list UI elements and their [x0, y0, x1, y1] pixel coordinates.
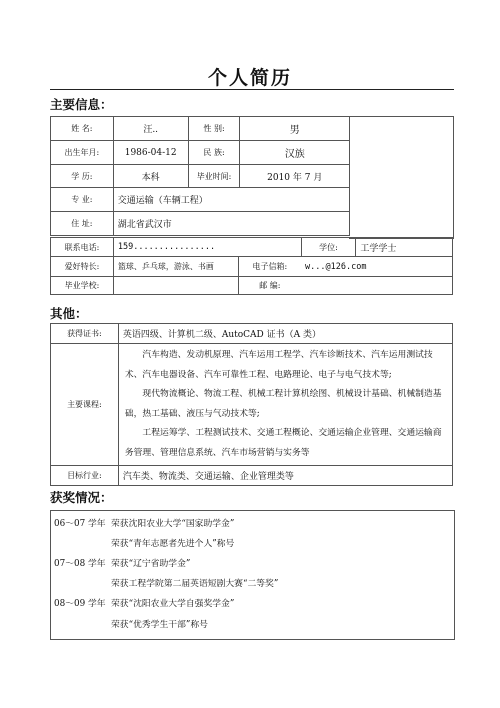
degree-label: 学位: — [301, 238, 356, 257]
award-text: 荣获“优秀学生干部”称号 — [111, 620, 208, 630]
ethnic-label: 民 族: — [188, 141, 240, 165]
certificates-label: 获得证书: — [51, 324, 119, 344]
target-industry-value: 汽车类、物流类、交通运输、企业管理类等 — [118, 466, 452, 486]
major-label: 专 业: — [51, 188, 114, 212]
title-underline — [50, 89, 454, 90]
photo-box — [349, 116, 454, 239]
courses-paragraph: 工程运筹学、工程测试技术、交通工程概论、交通运输企业管理、交通运输商务管理、管理信息系统、汽车市场营销与实务等 — [124, 428, 442, 458]
name-value: 汪.. — [113, 117, 188, 141]
email-value: w...@126.com — [301, 257, 452, 277]
award-text: 荣获工程学院第二届英语短剧大赛“二等奖” — [111, 579, 279, 589]
school-label: 毕业学校: — [51, 277, 114, 295]
education-label: 学 历: — [51, 165, 114, 188]
basic-info-table-bottom — [50, 237, 453, 295]
award-text: 荣获“青年志愿者先进个人”称号 — [111, 539, 235, 549]
major-value: 交通运输（车辆工程） — [113, 188, 349, 212]
gender-label: 性 别: — [188, 117, 240, 141]
basic-info-table-top — [50, 116, 350, 236]
courses-value — [118, 344, 452, 466]
courses-paragraph: 汽车构造、发动机原理、汽车运用工程学、汽车诊断技术、汽车运用测试技术、汽车电器设备、汽车可靠性工程、电路理论、电子与电气技术等; — [124, 350, 433, 380]
phone-value: 159................ — [113, 238, 301, 257]
gender-value: 男 — [240, 117, 350, 141]
education-value: 本科 — [113, 165, 188, 188]
award-year: 08～09 学年 — [54, 599, 106, 609]
certificates-value: 英语四级、计算机二级、AutoCAD 证书（A 类） — [118, 324, 452, 344]
phone-label: 联系电话: — [51, 238, 114, 257]
courses-paragraph: 现代物流概论、物流工程、机械工程计算机绘图、机械设计基础、机械制造基础，热工基础、液压与气动技术等; — [124, 389, 442, 419]
resume-title: 个人简历 — [207, 67, 292, 89]
degree-value: 工学学士 — [356, 238, 453, 257]
name-label: 姓 名: — [51, 117, 114, 141]
section-heading-other: 其他： — [50, 306, 88, 321]
postcode-value — [301, 277, 452, 295]
hobby-value: 篮球、乒乓球，游泳、书画 — [113, 257, 238, 277]
graduation-value: 2010 年 7 月 — [240, 165, 350, 188]
graduation-label: 毕业时间: — [188, 165, 240, 188]
email-label: 电子信箱: — [238, 257, 301, 277]
target-industry-label: 目标行业: — [51, 466, 119, 486]
birth-label: 出生年月: — [51, 141, 114, 165]
section-heading-awards: 获奖情况： — [50, 490, 113, 505]
hobby-label: 爱好特长: — [51, 257, 114, 277]
award-text: 荣获“辽宁省助学金” — [111, 559, 191, 569]
postcode-label: 邮 编: — [238, 277, 301, 295]
birth-value: 1986-04-12 — [113, 141, 188, 165]
award-text: 荣获“沈阳农业大学自强奖学金” — [111, 599, 235, 609]
courses-label: 主要课程: — [51, 344, 119, 466]
ethnic-value: 汉族 — [240, 141, 350, 165]
other-info-table — [50, 323, 453, 486]
school-value — [113, 277, 238, 295]
award-year: 06～07 学年 — [54, 519, 106, 529]
award-text: 荣获沈阳农业大学“国家助学金” — [111, 519, 235, 529]
awards-box — [50, 510, 455, 640]
address-value: 湖北省武汉市 — [113, 212, 349, 236]
address-label: 住 址: — [51, 212, 114, 236]
section-heading-basic: 主要信息： — [50, 97, 113, 112]
award-year: 07～08 学年 — [54, 559, 106, 569]
